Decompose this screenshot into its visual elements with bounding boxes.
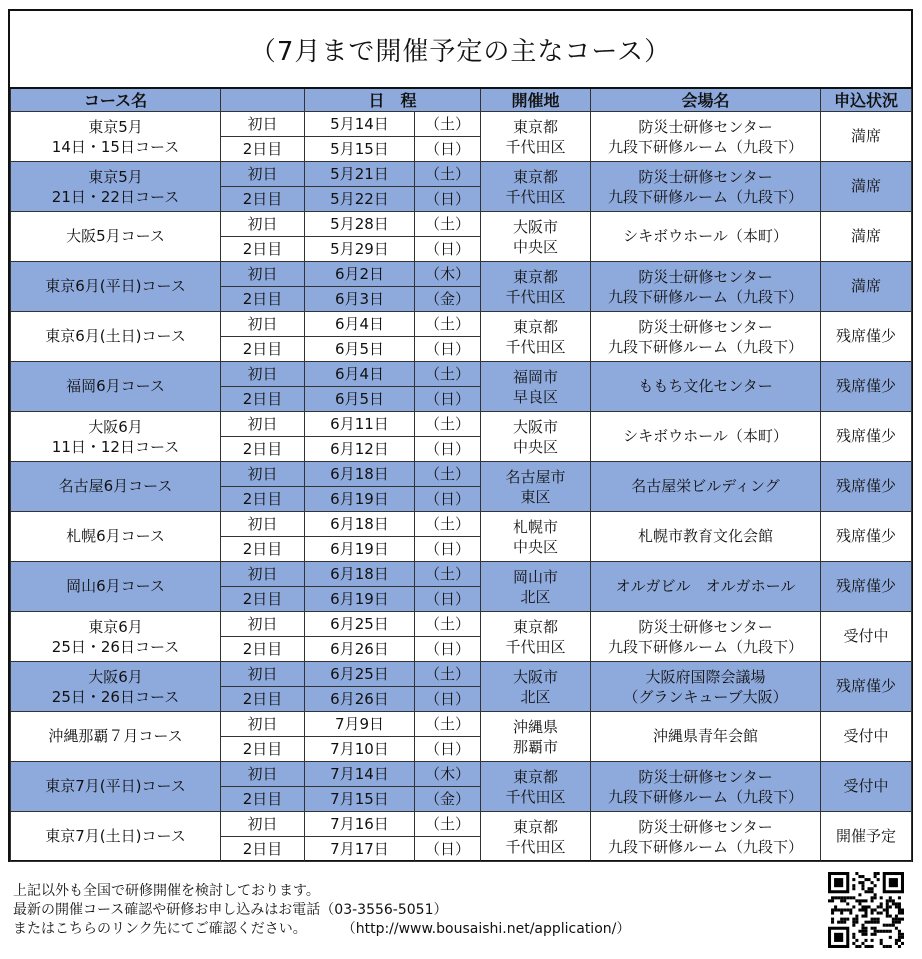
status-badge: 満席 (821, 112, 912, 162)
day-label: 初日 (221, 212, 305, 237)
day-label: 2日目 (221, 387, 305, 412)
weekday-cell: （日） (415, 637, 481, 662)
application-link[interactable]: （http://www.bousaishi.net/application/） (348, 921, 631, 937)
venue-city-cell (481, 512, 591, 562)
table-row (11, 212, 912, 237)
table-row (11, 612, 912, 637)
venue-line: 九段下研修ルーム（九段下） (608, 187, 804, 206)
weekday-cell: （土） (415, 562, 481, 587)
weekday-cell: （日） (415, 587, 481, 612)
course-name-line: 21日・22日コース (51, 187, 180, 206)
city-line: 中央区 (513, 237, 559, 256)
city-line: 東京都 (513, 767, 559, 786)
header-status: 申込状況 (821, 89, 912, 112)
table-row (11, 262, 912, 287)
course-name-line: 11日・12日コース (51, 437, 180, 456)
date-cell: 7月14日 (305, 762, 415, 787)
venue-cell (591, 812, 821, 862)
weekday-cell: （土） (415, 712, 481, 737)
venue-line: 九段下研修ルーム（九段下） (608, 287, 804, 306)
qr-code-graphic (828, 872, 904, 948)
day-label: 2日目 (221, 537, 305, 562)
note-line: 上記以外も全国で研修開催を検討しております。 (13, 883, 320, 899)
venue-line: ももち文化センター (638, 377, 773, 395)
day-label: 2日目 (221, 337, 305, 362)
schedule-panel (8, 9, 913, 862)
day-label: 2日目 (221, 587, 305, 612)
header-schedule: 日 程 (305, 89, 481, 112)
header-course: コース名 (11, 89, 221, 112)
day-label: 2日目 (221, 737, 305, 762)
weekday-cell: （土） (415, 412, 481, 437)
date-cell: 5月15日 (305, 137, 415, 162)
status-badge: 開催予定 (821, 812, 912, 862)
course-name-cell (11, 312, 221, 362)
venue-cell (591, 712, 821, 762)
course-name-line: 沖縄那覇７月コース (48, 727, 183, 745)
weekday-cell: （日） (415, 487, 481, 512)
status-badge: 受付中 (821, 712, 912, 762)
course-name-cell (11, 212, 221, 262)
header-venue-city: 開催地 (481, 89, 591, 112)
city-line: 中央区 (513, 437, 559, 456)
day-label: 初日 (221, 812, 305, 837)
course-name-cell (11, 162, 221, 212)
city-line: 東京都 (513, 267, 559, 286)
date-cell: 6月19日 (305, 487, 415, 512)
venue-city-cell (481, 212, 591, 262)
city-line: 東区 (520, 487, 551, 506)
status-badge: 残席僅少 (821, 412, 912, 462)
date-cell: 6月25日 (305, 662, 415, 687)
course-name-line: 東京7月(平日)コース (45, 777, 186, 795)
venue-line: （グランキューブ大阪） (623, 687, 788, 706)
status-badge: 受付中 (821, 762, 912, 812)
date-cell: 5月28日 (305, 212, 415, 237)
date-cell: 6月5日 (305, 387, 415, 412)
city-line: 岡山市 (513, 567, 559, 586)
venue-city-cell (481, 262, 591, 312)
city-line: 東京都 (513, 817, 559, 836)
course-name-line: 25日・26日コース (51, 637, 180, 656)
venue-city-cell (481, 312, 591, 362)
table-row (11, 762, 912, 787)
weekday-cell: （日） (415, 137, 481, 162)
course-table-body (11, 112, 912, 862)
course-name-line: 東京6月(平日)コース (45, 277, 186, 295)
status-badge: 受付中 (821, 612, 912, 662)
city-line: 大阪市 (513, 217, 559, 236)
venue-cell (591, 362, 821, 412)
weekday-cell: （日） (415, 687, 481, 712)
table-row (11, 312, 912, 337)
weekday-cell: （土） (415, 162, 481, 187)
table-row (11, 112, 912, 137)
table-header-row (11, 89, 912, 112)
city-line: 中央区 (513, 537, 559, 556)
venue-line: 九段下研修ルーム（九段下） (608, 637, 804, 656)
weekday-cell: （土） (415, 462, 481, 487)
day-label: 2日目 (221, 687, 305, 712)
qr-code-icon[interactable] (828, 872, 904, 948)
venue-city-cell (481, 712, 591, 762)
date-cell: 6月12日 (305, 437, 415, 462)
weekday-cell: （日） (415, 337, 481, 362)
weekday-cell: （日） (415, 737, 481, 762)
venue-cell (591, 612, 821, 662)
city-line: 千代田区 (505, 337, 566, 356)
status-badge: 残席僅少 (821, 562, 912, 612)
venue-city-cell (481, 662, 591, 712)
day-label: 初日 (221, 262, 305, 287)
day-label: 2日目 (221, 287, 305, 312)
city-line: 千代田区 (505, 187, 566, 206)
venue-cell (591, 412, 821, 462)
status-badge: 満席 (821, 262, 912, 312)
course-name-line: 大阪5月コース (66, 227, 165, 245)
table-row (11, 712, 912, 737)
day-label: 2日目 (221, 437, 305, 462)
day-label: 初日 (221, 512, 305, 537)
venue-cell (591, 762, 821, 812)
city-line: 大阪市 (513, 417, 559, 436)
weekday-cell: （土） (415, 212, 481, 237)
weekday-cell: （土） (415, 512, 481, 537)
day-label: 初日 (221, 712, 305, 737)
city-line: 東京都 (513, 317, 559, 336)
day-label: 2日目 (221, 187, 305, 212)
table-row (11, 462, 912, 487)
page-title: （7月まで開催予定の主なコース） (10, 11, 911, 89)
weekday-cell: （日） (415, 837, 481, 862)
venue-line: 名古屋栄ビルディング (631, 477, 780, 495)
course-name-cell (11, 562, 221, 612)
day-label: 初日 (221, 662, 305, 687)
status-badge: 満席 (821, 212, 912, 262)
venue-cell (591, 112, 821, 162)
weekday-cell: （日） (415, 437, 481, 462)
venue-city-cell (481, 612, 591, 662)
day-label: 初日 (221, 162, 305, 187)
day-label: 初日 (221, 412, 305, 437)
date-cell: 6月4日 (305, 312, 415, 337)
day-label: 初日 (221, 762, 305, 787)
status-badge: 満席 (821, 162, 912, 212)
course-name-line: 名古屋6月コース (58, 477, 173, 495)
table-row (11, 662, 912, 687)
city-line: 千代田区 (505, 837, 566, 856)
date-cell: 6月26日 (305, 637, 415, 662)
status-badge: 残席僅少 (821, 512, 912, 562)
course-name-cell (11, 362, 221, 412)
venue-line: 沖縄県青年会館 (653, 727, 759, 745)
table-row (11, 562, 912, 587)
course-name-line: 岡山6月コース (66, 577, 165, 595)
city-line: 那覇市 (513, 737, 559, 756)
day-label: 初日 (221, 612, 305, 637)
venue-line: 防災士研修センター (638, 117, 773, 136)
venue-line: 防災士研修センター (638, 617, 773, 636)
weekday-cell: （土） (415, 312, 481, 337)
course-name-line: 東京5月 (88, 117, 143, 136)
note-line: 最新の開催コース確認や研修お申し込みはお電話（03-3556-5051） (13, 902, 448, 918)
course-name-line: 大阪6月 (88, 417, 143, 436)
weekday-cell: （日） (415, 387, 481, 412)
status-badge: 残席僅少 (821, 362, 912, 412)
date-cell: 7月9日 (305, 712, 415, 737)
venue-city-cell (481, 812, 591, 862)
weekday-cell: （金） (415, 787, 481, 812)
day-label: 2日目 (221, 137, 305, 162)
weekday-cell: （日） (415, 187, 481, 212)
course-name-cell (11, 512, 221, 562)
date-cell: 6月18日 (305, 562, 415, 587)
venue-cell (591, 212, 821, 262)
weekday-cell: （木） (415, 762, 481, 787)
venue-city-cell (481, 362, 591, 412)
status-badge: 残席僅少 (821, 312, 912, 362)
date-cell: 5月14日 (305, 112, 415, 137)
day-label: 2日目 (221, 237, 305, 262)
date-cell: 6月2日 (305, 262, 415, 287)
venue-line: 大阪府国際会議場 (645, 667, 766, 686)
header-blank (221, 89, 305, 112)
city-line: 東京都 (513, 117, 559, 136)
venue-line: 防災士研修センター (638, 267, 773, 286)
city-line: 福岡市 (513, 367, 559, 386)
day-label: 初日 (221, 562, 305, 587)
city-line: 名古屋市 (505, 467, 566, 486)
course-table (10, 89, 912, 862)
venue-city-cell (481, 162, 591, 212)
table-row (11, 812, 912, 837)
day-label: 2日目 (221, 487, 305, 512)
city-line: 東京都 (513, 167, 559, 186)
venue-line: 防災士研修センター (638, 167, 773, 186)
day-label: 2日目 (221, 787, 305, 812)
course-name-cell (11, 612, 221, 662)
date-cell: 6月11日 (305, 412, 415, 437)
date-cell: 6月25日 (305, 612, 415, 637)
venue-city-cell (481, 562, 591, 612)
venue-line: 九段下研修ルーム（九段下） (608, 837, 804, 856)
course-name-line: 札幌6月コース (66, 527, 165, 545)
venue-line: 九段下研修ルーム（九段下） (608, 337, 804, 356)
table-row (11, 512, 912, 537)
venue-cell (591, 562, 821, 612)
day-label: 初日 (221, 362, 305, 387)
date-cell: 5月21日 (305, 162, 415, 187)
weekday-cell: （日） (415, 237, 481, 262)
course-name-cell (11, 112, 221, 162)
day-label: 初日 (221, 462, 305, 487)
weekday-cell: （土） (415, 612, 481, 637)
venue-cell (591, 312, 821, 362)
venue-city-cell (481, 412, 591, 462)
venue-line: 札幌市教育文化会館 (638, 527, 774, 545)
date-cell: 7月16日 (305, 812, 415, 837)
weekday-cell: （土） (415, 112, 481, 137)
course-name-line: 東京6月(土日)コース (45, 327, 186, 345)
weekday-cell: （土） (415, 812, 481, 837)
date-cell: 6月5日 (305, 337, 415, 362)
weekday-cell: （金） (415, 287, 481, 312)
course-name-cell (11, 812, 221, 862)
weekday-cell: （土） (415, 362, 481, 387)
course-name-cell (11, 462, 221, 512)
course-name-cell (11, 712, 221, 762)
venue-cell (591, 462, 821, 512)
table-row (11, 412, 912, 437)
course-name-cell (11, 662, 221, 712)
date-cell: 6月19日 (305, 537, 415, 562)
course-name-cell (11, 262, 221, 312)
venue-city-cell (481, 112, 591, 162)
venue-line: 防災士研修センター (638, 767, 773, 786)
date-cell: 7月10日 (305, 737, 415, 762)
date-cell: 6月18日 (305, 462, 415, 487)
day-label: 2日目 (221, 837, 305, 862)
venue-cell (591, 512, 821, 562)
weekday-cell: （日） (415, 537, 481, 562)
day-label: 初日 (221, 312, 305, 337)
venue-city-cell (481, 762, 591, 812)
venue-city-cell (481, 462, 591, 512)
date-cell: 7月17日 (305, 837, 415, 862)
date-cell: 6月4日 (305, 362, 415, 387)
venue-line: シキボウホール（本町） (623, 427, 788, 445)
city-line: 千代田区 (505, 287, 566, 306)
date-cell: 5月29日 (305, 237, 415, 262)
weekday-cell: （木） (415, 262, 481, 287)
status-badge: 残席僅少 (821, 462, 912, 512)
venue-cell (591, 662, 821, 712)
venue-line: 九段下研修ルーム（九段下） (608, 787, 804, 806)
city-line: 千代田区 (505, 137, 566, 156)
date-cell: 7月15日 (305, 787, 415, 812)
city-line: 北区 (520, 587, 551, 606)
note-text: またはこちらのリンク先にてご確認ください。 (13, 921, 307, 937)
course-name-line: 25日・26日コース (51, 687, 180, 706)
course-name-cell (11, 762, 221, 812)
table-row (11, 162, 912, 187)
city-line: 北区 (520, 687, 551, 706)
day-label: 初日 (221, 112, 305, 137)
venue-cell (591, 262, 821, 312)
venue-line: シキボウホール（本町） (623, 227, 788, 245)
notes (13, 882, 630, 939)
date-cell: 6月3日 (305, 287, 415, 312)
date-cell: 6月19日 (305, 587, 415, 612)
status-badge: 残席僅少 (821, 662, 912, 712)
day-label: 2日目 (221, 637, 305, 662)
course-name-line: 大阪6月 (88, 667, 143, 686)
city-line: 沖縄県 (513, 717, 559, 736)
venue-line: 九段下研修ルーム（九段下） (608, 137, 804, 156)
venue-line: 防災士研修センター (638, 817, 773, 836)
date-cell: 6月18日 (305, 512, 415, 537)
city-line: 早良区 (513, 387, 559, 406)
city-line: 札幌市 (513, 517, 559, 536)
weekday-cell: （土） (415, 662, 481, 687)
city-line: 大阪市 (513, 667, 559, 686)
city-line: 東京都 (513, 617, 559, 636)
venue-line: オルガビル オルガホール (615, 577, 796, 595)
venue-line: 防災士研修センター (638, 317, 773, 336)
course-name-line: 東京5月 (88, 167, 143, 186)
header-venue: 会場名 (591, 89, 821, 112)
course-name-line: 14日・15日コース (51, 137, 180, 156)
course-name-line: 東京7月(土日)コース (45, 827, 186, 845)
city-line: 千代田区 (505, 787, 566, 806)
venue-cell (591, 162, 821, 212)
date-cell: 6月26日 (305, 687, 415, 712)
city-line: 千代田区 (505, 637, 566, 656)
course-name-line: 東京6月 (88, 617, 143, 636)
course-name-cell (11, 412, 221, 462)
table-row (11, 362, 912, 387)
date-cell: 5月22日 (305, 187, 415, 212)
course-name-line: 福岡6月コース (66, 377, 165, 395)
note-line (13, 920, 630, 939)
